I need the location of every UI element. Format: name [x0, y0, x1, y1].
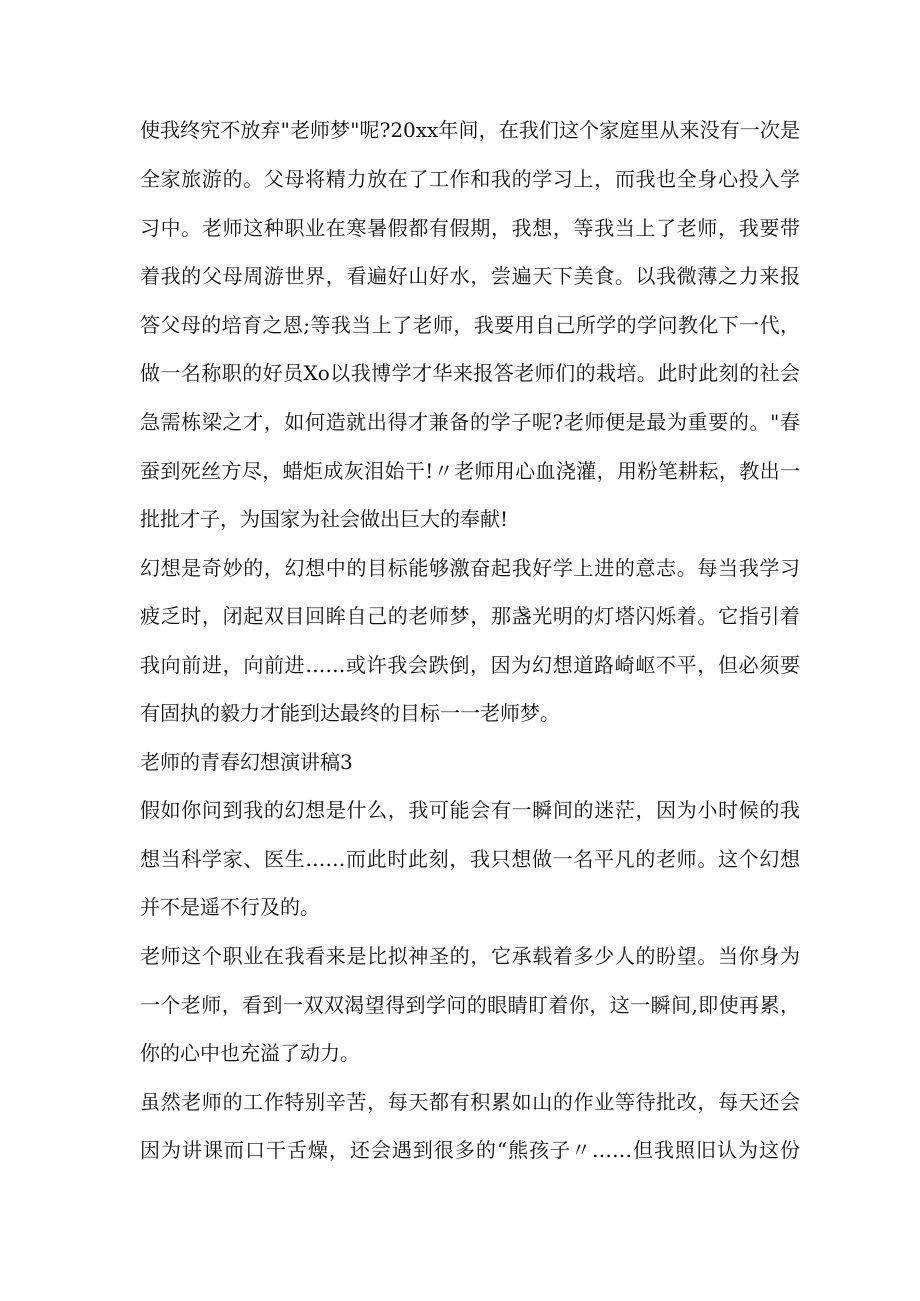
text-line: 疲乏时，闭起双目回眸自己的老师梦，那盏光明的灯塔闪烁着。它指引着: [140, 604, 800, 628]
text-line: 全家旅游的。父母将精力放在了工作和我的学习上，而我也全身心投入学: [140, 167, 800, 191]
text-line: 并不是遥不行及的。: [140, 895, 320, 919]
text-line: 虽然老师的工作特别辛苦，每天都有积累如山的作业等待批改，每天还会: [140, 1090, 800, 1114]
text-line: 想当科学家、医生……而此时此刻，我只想做一名平凡的老师。这个幻想: [140, 847, 800, 871]
text-line: 我向前进，向前进……或许我会跌倒，因为幻想道路崎岖不平，但必须要: [140, 653, 800, 677]
text-line: 批批才子，为国家为社会做出巨大的奉献!: [140, 507, 509, 531]
text-line: 老师这个职业在我看来是比拟神圣的，它承载着多少人的盼望。当你身为: [140, 944, 800, 968]
text-line: 幻想是奇妙的，幻想中的目标能够激奋起我好学上进的意志。每当我学习: [140, 556, 800, 580]
text-line: 有固执的毅力才能到达最终的目标一一老师梦。: [140, 701, 560, 725]
text-line: 一个老师，看到一双双渴望得到学问的眼睛盯着你，这一瞬间,即使再累，: [140, 993, 800, 1017]
text-line: 蚕到死丝方尽，蜡炬成灰泪始干!〃老师用心血浇灌，用粉笔耕耘，教出一: [140, 459, 800, 483]
text-line: 习中。老师这种职业在寒暑假都有假期，我想，等我当上了老师，我要带: [140, 216, 800, 240]
text-line: 使我终究不放弃"老师梦"呢?20xx年间，在我们这个家庭里从来没有一次是: [140, 118, 800, 142]
text-line: 做一名称职的好员Xo以我博学才华来报答老师们的栽培。此时此刻的社会: [140, 361, 800, 385]
text-line: 着我的父母周游世界，看遍好山好水，尝遍天下美食。以我微薄之力来报: [140, 264, 800, 288]
text-line: 因为讲课而口干舌燥，还会遇到很多的“熊孩子〃……但我照旧认为这份: [140, 1138, 800, 1162]
text-line: 你的心中也充溢了动力。: [140, 1041, 360, 1065]
text-line: 假如你问到我的幻想是什么，我可能会有一瞬间的迷茫，因为小时候的我: [140, 798, 800, 822]
text-line: 急需栋梁之才，如何造就出得才兼备的学子呢?老师便是最为重要的。"春: [140, 410, 800, 434]
section-heading: 老师的青春幻想演讲稿3: [140, 750, 353, 774]
text-line: 答父母的培育之恩;等我当上了老师，我要用自己所学的学问教化下一代，: [140, 313, 800, 337]
